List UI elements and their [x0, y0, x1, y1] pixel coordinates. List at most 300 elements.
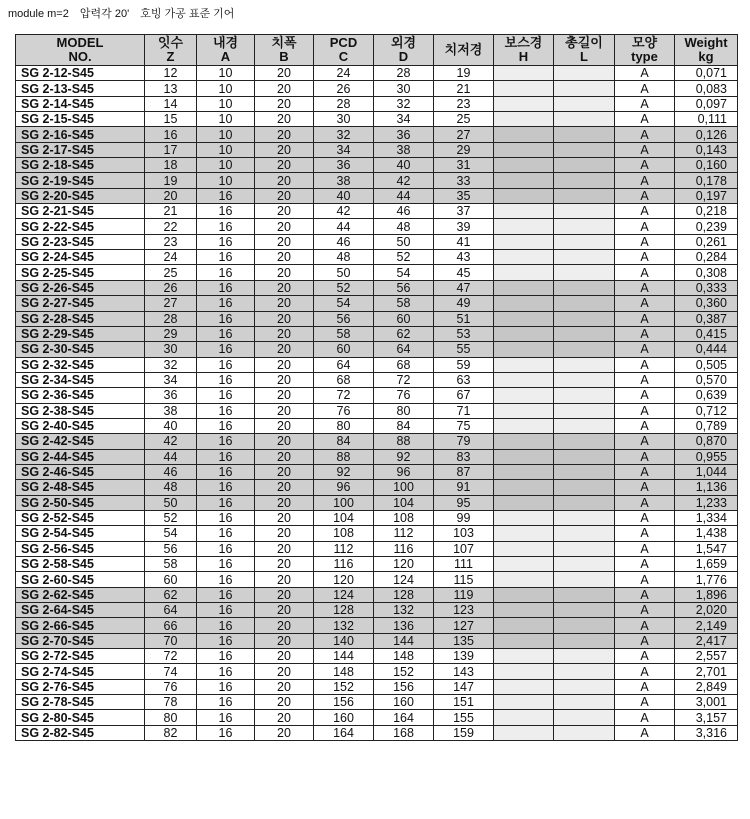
- cell-weight: 2,149: [675, 618, 738, 633]
- cell-weight: 0,639: [675, 388, 738, 403]
- cell-teeth: 23: [145, 234, 197, 249]
- cell-model: SG 2-80-S45: [16, 710, 145, 725]
- cell-bore: 16: [197, 464, 255, 479]
- cell-boss-diameter: [494, 296, 554, 311]
- cell-weight: 1,896: [675, 587, 738, 602]
- table-row: [16, 357, 738, 372]
- cell-outer-diameter: 30: [374, 81, 434, 96]
- cell-face-width: 20: [255, 403, 314, 418]
- table-row: [16, 250, 738, 265]
- cell-root-diameter: 47: [434, 280, 494, 295]
- cell-bore: 16: [197, 296, 255, 311]
- cell-pcd: 38: [314, 173, 374, 188]
- cell-total-length: [554, 434, 615, 449]
- cell-outer-diameter: 132: [374, 603, 434, 618]
- cell-type: A: [615, 449, 675, 464]
- caption-module: module m=2: [8, 8, 69, 20]
- cell-total-length: [554, 234, 615, 249]
- table-row: [16, 633, 738, 648]
- cell-bore: 16: [197, 372, 255, 387]
- cell-teeth: 44: [145, 449, 197, 464]
- cell-type: A: [615, 434, 675, 449]
- cell-outer-diameter: 136: [374, 618, 434, 633]
- table-row: [16, 464, 738, 479]
- cell-boss-diameter: [494, 572, 554, 587]
- cell-weight: 2,020: [675, 603, 738, 618]
- cell-teeth: 56: [145, 541, 197, 556]
- table-row: [16, 173, 738, 188]
- cell-bore: 16: [197, 219, 255, 234]
- cell-total-length: [554, 679, 615, 694]
- cell-root-diameter: 139: [434, 649, 494, 664]
- cell-weight: 0,083: [675, 81, 738, 96]
- cell-teeth: 48: [145, 480, 197, 495]
- cell-bore: 16: [197, 204, 255, 219]
- cell-outer-diameter: 52: [374, 250, 434, 265]
- cell-weight: 1,438: [675, 526, 738, 541]
- table-row: [16, 603, 738, 618]
- cell-pcd: 48: [314, 250, 374, 265]
- cell-total-length: [554, 342, 615, 357]
- cell-root-diameter: 127: [434, 618, 494, 633]
- table-row: [16, 142, 738, 157]
- cell-teeth: 13: [145, 81, 197, 96]
- cell-type: A: [615, 649, 675, 664]
- cell-bore: 10: [197, 81, 255, 96]
- cell-outer-diameter: 60: [374, 311, 434, 326]
- cell-teeth: 80: [145, 710, 197, 725]
- cell-outer-diameter: 124: [374, 572, 434, 587]
- cell-type: A: [615, 388, 675, 403]
- cell-teeth: 27: [145, 296, 197, 311]
- cell-type: A: [615, 250, 675, 265]
- table-row: [16, 725, 738, 740]
- cell-root-diameter: 19: [434, 66, 494, 81]
- cell-outer-diameter: 36: [374, 127, 434, 142]
- cell-total-length: [554, 495, 615, 510]
- cell-type: A: [615, 234, 675, 249]
- cell-model: SG 2-29-S45: [16, 326, 145, 341]
- cell-model: SG 2-25-S45: [16, 265, 145, 280]
- table-row: [16, 557, 738, 572]
- cell-boss-diameter: [494, 280, 554, 295]
- cell-pcd: 132: [314, 618, 374, 633]
- cell-teeth: 26: [145, 280, 197, 295]
- cell-total-length: [554, 418, 615, 433]
- cell-pcd: 54: [314, 296, 374, 311]
- cell-bore: 16: [197, 326, 255, 341]
- cell-face-width: 20: [255, 618, 314, 633]
- cell-outer-diameter: 160: [374, 695, 434, 710]
- cell-model: SG 2-50-S45: [16, 495, 145, 510]
- cell-boss-diameter: [494, 434, 554, 449]
- cell-root-diameter: 55: [434, 342, 494, 357]
- cell-model: SG 2-26-S45: [16, 280, 145, 295]
- cell-face-width: 20: [255, 234, 314, 249]
- cell-outer-diameter: 46: [374, 204, 434, 219]
- page-caption: [8, 4, 242, 24]
- cell-boss-diameter: [494, 158, 554, 173]
- cell-bore: 16: [197, 495, 255, 510]
- cell-teeth: 17: [145, 142, 197, 157]
- cell-total-length: [554, 541, 615, 556]
- cell-boss-diameter: [494, 679, 554, 694]
- cell-type: A: [615, 679, 675, 694]
- cell-pcd: 32: [314, 127, 374, 142]
- cell-bore: 16: [197, 342, 255, 357]
- cell-boss-diameter: [494, 234, 554, 249]
- cell-pcd: 30: [314, 112, 374, 127]
- table-row: [16, 158, 738, 173]
- cell-face-width: 20: [255, 388, 314, 403]
- cell-total-length: [554, 618, 615, 633]
- cell-total-length: [554, 112, 615, 127]
- cell-face-width: 20: [255, 66, 314, 81]
- cell-model: SG 2-19-S45: [16, 173, 145, 188]
- cell-pcd: 28: [314, 96, 374, 111]
- cell-root-diameter: 91: [434, 480, 494, 495]
- cell-model: SG 2-82-S45: [16, 725, 145, 740]
- cell-weight: 3,001: [675, 695, 738, 710]
- cell-total-length: [554, 188, 615, 203]
- cell-root-diameter: 143: [434, 664, 494, 679]
- cell-outer-diameter: 148: [374, 649, 434, 664]
- spec-table: [15, 34, 738, 741]
- cell-bore: 16: [197, 603, 255, 618]
- cell-teeth: 58: [145, 557, 197, 572]
- cell-total-length: [554, 403, 615, 418]
- table-body: [16, 66, 738, 741]
- cell-teeth: 14: [145, 96, 197, 111]
- cell-outer-diameter: 152: [374, 664, 434, 679]
- cell-total-length: [554, 173, 615, 188]
- cell-weight: 0,111: [675, 112, 738, 127]
- cell-type: A: [615, 526, 675, 541]
- cell-outer-diameter: 88: [374, 434, 434, 449]
- table-row: [16, 81, 738, 96]
- cell-teeth: 19: [145, 173, 197, 188]
- cell-weight: 0,308: [675, 265, 738, 280]
- cell-root-diameter: 83: [434, 449, 494, 464]
- cell-outer-diameter: 56: [374, 280, 434, 295]
- cell-bore: 16: [197, 388, 255, 403]
- cell-boss-diameter: [494, 403, 554, 418]
- cell-type: A: [615, 311, 675, 326]
- cell-face-width: 20: [255, 326, 314, 341]
- cell-model: SG 2-76-S45: [16, 679, 145, 694]
- cell-outer-diameter: 96: [374, 464, 434, 479]
- cell-weight: 0,160: [675, 158, 738, 173]
- cell-weight: 0,415: [675, 326, 738, 341]
- cell-type: A: [615, 541, 675, 556]
- cell-model: SG 2-24-S45: [16, 250, 145, 265]
- cell-bore: 16: [197, 541, 255, 556]
- cell-model: SG 2-44-S45: [16, 449, 145, 464]
- cell-outer-diameter: 120: [374, 557, 434, 572]
- cell-face-width: 20: [255, 357, 314, 372]
- cell-outer-diameter: 156: [374, 679, 434, 694]
- cell-teeth: 70: [145, 633, 197, 648]
- cell-boss-diameter: [494, 449, 554, 464]
- cell-root-diameter: 95: [434, 495, 494, 510]
- cell-total-length: [554, 449, 615, 464]
- cell-bore: 16: [197, 572, 255, 587]
- cell-root-diameter: 159: [434, 725, 494, 740]
- header-type: 모양 type: [615, 35, 675, 66]
- cell-model: SG 2-46-S45: [16, 464, 145, 479]
- cell-pcd: 34: [314, 142, 374, 157]
- cell-root-diameter: 99: [434, 510, 494, 525]
- cell-weight: 0,333: [675, 280, 738, 295]
- cell-face-width: 20: [255, 142, 314, 157]
- cell-root-diameter: 35: [434, 188, 494, 203]
- cell-boss-diameter: [494, 112, 554, 127]
- header-face-width: 치폭 B: [255, 35, 314, 66]
- table-row: [16, 664, 738, 679]
- cell-type: A: [615, 480, 675, 495]
- cell-weight: 0,360: [675, 296, 738, 311]
- cell-teeth: 72: [145, 649, 197, 664]
- cell-boss-diameter: [494, 311, 554, 326]
- cell-root-diameter: 67: [434, 388, 494, 403]
- cell-boss-diameter: [494, 603, 554, 618]
- cell-bore: 16: [197, 587, 255, 602]
- cell-weight: 1,233: [675, 495, 738, 510]
- cell-boss-diameter: [494, 710, 554, 725]
- header-bore: 내경 A: [197, 35, 255, 66]
- cell-outer-diameter: 64: [374, 342, 434, 357]
- cell-pcd: 96: [314, 480, 374, 495]
- cell-teeth: 25: [145, 265, 197, 280]
- cell-boss-diameter: [494, 649, 554, 664]
- cell-bore: 16: [197, 618, 255, 633]
- table-header: [16, 35, 738, 66]
- cell-weight: 1,044: [675, 464, 738, 479]
- cell-teeth: 40: [145, 418, 197, 433]
- cell-teeth: 16: [145, 127, 197, 142]
- cell-pcd: 58: [314, 326, 374, 341]
- cell-face-width: 20: [255, 679, 314, 694]
- cell-face-width: 20: [255, 541, 314, 556]
- table-row: [16, 388, 738, 403]
- cell-type: A: [615, 572, 675, 587]
- table-row: [16, 311, 738, 326]
- cell-model: SG 2-56-S45: [16, 541, 145, 556]
- cell-bore: 10: [197, 96, 255, 111]
- cell-total-length: [554, 526, 615, 541]
- cell-total-length: [554, 603, 615, 618]
- table-row: [16, 510, 738, 525]
- cell-bore: 10: [197, 173, 255, 188]
- cell-face-width: 20: [255, 418, 314, 433]
- cell-face-width: 20: [255, 695, 314, 710]
- table-row: [16, 572, 738, 587]
- cell-total-length: [554, 296, 615, 311]
- cell-face-width: 20: [255, 342, 314, 357]
- cell-model: SG 2-28-S45: [16, 311, 145, 326]
- header-weight: Weight kg: [675, 35, 738, 66]
- cell-model: SG 2-34-S45: [16, 372, 145, 387]
- cell-outer-diameter: 92: [374, 449, 434, 464]
- cell-bore: 16: [197, 403, 255, 418]
- cell-weight: 1,776: [675, 572, 738, 587]
- header-total-length: 총길이 L: [554, 35, 615, 66]
- cell-boss-diameter: [494, 725, 554, 740]
- cell-teeth: 38: [145, 403, 197, 418]
- cell-model: SG 2-17-S45: [16, 142, 145, 157]
- cell-bore: 16: [197, 418, 255, 433]
- cell-pcd: 52: [314, 280, 374, 295]
- cell-weight: 2,417: [675, 633, 738, 648]
- cell-type: A: [615, 296, 675, 311]
- cell-outer-diameter: 108: [374, 510, 434, 525]
- cell-face-width: 20: [255, 372, 314, 387]
- cell-model: SG 2-70-S45: [16, 633, 145, 648]
- cell-root-diameter: 37: [434, 204, 494, 219]
- cell-boss-diameter: [494, 388, 554, 403]
- header-pcd: PCD C: [314, 35, 374, 66]
- cell-pcd: 160: [314, 710, 374, 725]
- cell-teeth: 29: [145, 326, 197, 341]
- cell-face-width: 20: [255, 510, 314, 525]
- cell-type: A: [615, 587, 675, 602]
- table-row: [16, 495, 738, 510]
- cell-model: SG 2-38-S45: [16, 403, 145, 418]
- cell-model: SG 2-32-S45: [16, 357, 145, 372]
- caption-pressure-angle: 압력각 20': [79, 8, 130, 20]
- header-teeth: 잇수 Z: [145, 35, 197, 66]
- cell-weight: 0,284: [675, 250, 738, 265]
- cell-model: SG 2-14-S45: [16, 96, 145, 111]
- cell-outer-diameter: 42: [374, 173, 434, 188]
- cell-outer-diameter: 144: [374, 633, 434, 648]
- cell-bore: 16: [197, 265, 255, 280]
- cell-weight: 2,849: [675, 679, 738, 694]
- table-row: [16, 96, 738, 111]
- cell-total-length: [554, 695, 615, 710]
- cell-teeth: 62: [145, 587, 197, 602]
- cell-outer-diameter: 50: [374, 234, 434, 249]
- cell-root-diameter: 39: [434, 219, 494, 234]
- cell-bore: 16: [197, 649, 255, 664]
- cell-teeth: 60: [145, 572, 197, 587]
- cell-outer-diameter: 58: [374, 296, 434, 311]
- header-root-diameter: 치저경: [434, 35, 494, 66]
- table-row: [16, 127, 738, 142]
- cell-bore: 10: [197, 112, 255, 127]
- cell-total-length: [554, 142, 615, 157]
- cell-boss-diameter: [494, 265, 554, 280]
- cell-teeth: 82: [145, 725, 197, 740]
- cell-type: A: [615, 664, 675, 679]
- cell-pcd: 46: [314, 234, 374, 249]
- cell-total-length: [554, 388, 615, 403]
- cell-root-diameter: 79: [434, 434, 494, 449]
- cell-total-length: [554, 587, 615, 602]
- cell-pcd: 68: [314, 372, 374, 387]
- cell-model: SG 2-23-S45: [16, 234, 145, 249]
- cell-teeth: 20: [145, 188, 197, 203]
- cell-root-diameter: 29: [434, 142, 494, 157]
- cell-pcd: 56: [314, 311, 374, 326]
- table-row: [16, 296, 738, 311]
- cell-model: SG 2-72-S45: [16, 649, 145, 664]
- header-model: MODEL NO.: [16, 35, 145, 66]
- cell-type: A: [615, 372, 675, 387]
- cell-pcd: 24: [314, 66, 374, 81]
- cell-type: A: [615, 403, 675, 418]
- cell-face-width: 20: [255, 265, 314, 280]
- cell-outer-diameter: 112: [374, 526, 434, 541]
- cell-type: A: [615, 464, 675, 479]
- cell-model: SG 2-58-S45: [16, 557, 145, 572]
- cell-weight: 0,143: [675, 142, 738, 157]
- cell-total-length: [554, 649, 615, 664]
- cell-bore: 16: [197, 250, 255, 265]
- table-row: [16, 372, 738, 387]
- cell-model: SG 2-15-S45: [16, 112, 145, 127]
- cell-model: SG 2-64-S45: [16, 603, 145, 618]
- cell-total-length: [554, 81, 615, 96]
- cell-total-length: [554, 265, 615, 280]
- cell-face-width: 20: [255, 587, 314, 602]
- cell-face-width: 20: [255, 204, 314, 219]
- cell-weight: 0,178: [675, 173, 738, 188]
- cell-type: A: [615, 280, 675, 295]
- cell-teeth: 30: [145, 342, 197, 357]
- cell-total-length: [554, 326, 615, 341]
- cell-type: A: [615, 633, 675, 648]
- cell-pcd: 164: [314, 725, 374, 740]
- cell-boss-diameter: [494, 219, 554, 234]
- cell-boss-diameter: [494, 695, 554, 710]
- cell-outer-diameter: 116: [374, 541, 434, 556]
- cell-root-diameter: 33: [434, 173, 494, 188]
- table-row: [16, 587, 738, 602]
- cell-weight: 2,557: [675, 649, 738, 664]
- cell-outer-diameter: 80: [374, 403, 434, 418]
- cell-root-diameter: 151: [434, 695, 494, 710]
- cell-weight: 3,316: [675, 725, 738, 740]
- cell-total-length: [554, 96, 615, 111]
- cell-pcd: 50: [314, 265, 374, 280]
- cell-pcd: 152: [314, 679, 374, 694]
- cell-teeth: 74: [145, 664, 197, 679]
- cell-pcd: 100: [314, 495, 374, 510]
- cell-bore: 16: [197, 633, 255, 648]
- cell-weight: 0,126: [675, 127, 738, 142]
- cell-pcd: 44: [314, 219, 374, 234]
- cell-teeth: 66: [145, 618, 197, 633]
- table-row: [16, 403, 738, 418]
- cell-teeth: 21: [145, 204, 197, 219]
- cell-pcd: 84: [314, 434, 374, 449]
- cell-root-diameter: 75: [434, 418, 494, 433]
- cell-pcd: 40: [314, 188, 374, 203]
- cell-pcd: 42: [314, 204, 374, 219]
- cell-weight: 1,659: [675, 557, 738, 572]
- table-row: [16, 526, 738, 541]
- cell-face-width: 20: [255, 710, 314, 725]
- cell-outer-diameter: 100: [374, 480, 434, 495]
- cell-weight: 3,157: [675, 710, 738, 725]
- header-outer-diameter: 외경 D: [374, 35, 434, 66]
- cell-type: A: [615, 418, 675, 433]
- cell-weight: 1,547: [675, 541, 738, 556]
- cell-pcd: 148: [314, 664, 374, 679]
- cell-bore: 16: [197, 357, 255, 372]
- cell-bore: 16: [197, 695, 255, 710]
